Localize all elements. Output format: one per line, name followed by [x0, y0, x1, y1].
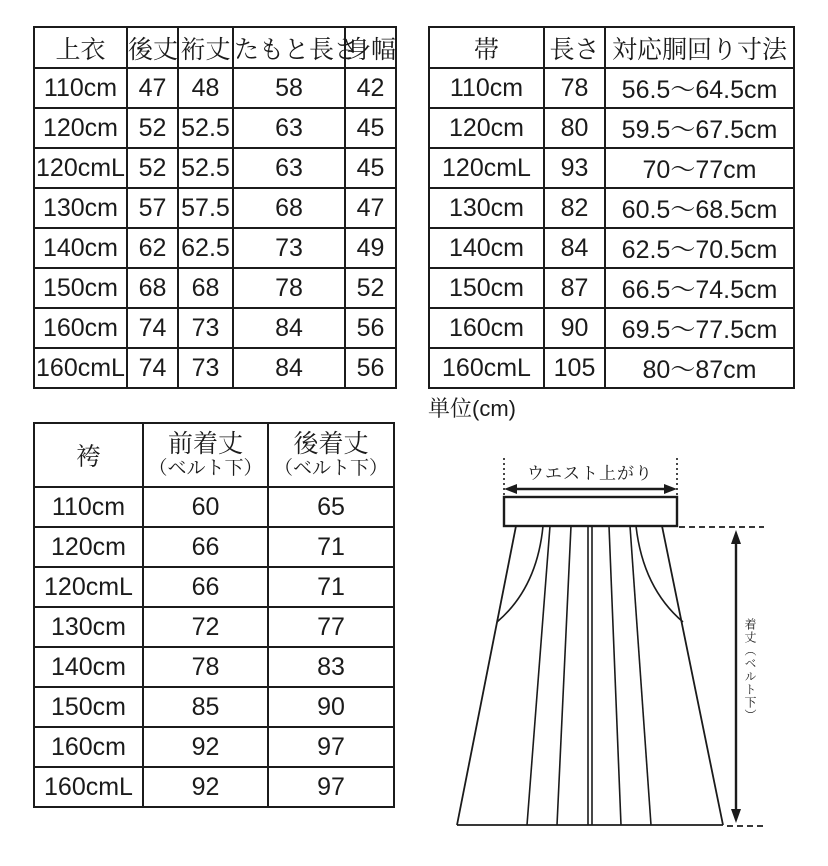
table-header-row [34, 423, 394, 487]
value-cell: 68 [178, 268, 233, 308]
value-cell: 80 [544, 108, 605, 148]
value-cell: 62.5 [178, 228, 233, 268]
value-cell: 74 [127, 308, 178, 348]
size-cell: 160cm [34, 308, 127, 348]
value-cell: 42 [345, 68, 396, 108]
pleat-line [609, 526, 621, 825]
table-header-row [429, 27, 794, 68]
value-cell: 47 [345, 188, 396, 228]
table-row [34, 567, 394, 607]
size-cell: 130cm [34, 188, 127, 228]
column-header-back-length [268, 423, 394, 487]
value-cell: 84 [233, 348, 345, 388]
waist-label: ウエスト上がり [527, 464, 653, 483]
table-header-row [34, 27, 396, 68]
size-cell: 120cmL [34, 148, 127, 188]
back-length-subtitle: （ベルト下） [273, 457, 388, 479]
value-cell: 57.5 [178, 188, 233, 228]
table-row [429, 348, 794, 388]
table-row [34, 348, 396, 388]
value-cell: 90 [268, 687, 394, 727]
value-cell: 57 [127, 188, 178, 228]
value-cell: 97 [268, 727, 394, 767]
size-cell: 120cmL [34, 567, 143, 607]
value-cell: 69.5〜77.5cm [605, 308, 794, 348]
back-length-title: 後着丈 [293, 430, 369, 459]
table-row [34, 687, 394, 727]
value-cell: 62.5〜70.5cm [605, 228, 794, 268]
value-cell: 71 [268, 527, 394, 567]
column-header-waist-range: 対応胴回り寸法 [605, 27, 794, 68]
value-cell: 45 [345, 108, 396, 148]
waistband-rect [504, 497, 677, 526]
size-cell: 110cm [34, 487, 143, 527]
size-cell: 110cm [34, 68, 127, 108]
column-header-yukitake: 裄丈 [178, 27, 233, 68]
value-cell: 52.5 [178, 108, 233, 148]
value-cell: 52.5 [178, 148, 233, 188]
value-cell: 52 [127, 108, 178, 148]
value-cell: 56.5〜64.5cm [605, 68, 794, 108]
value-cell: 74 [127, 348, 178, 388]
table-row [34, 188, 396, 228]
value-cell: 65 [268, 487, 394, 527]
value-cell: 85 [143, 687, 268, 727]
value-cell: 73 [233, 228, 345, 268]
value-cell: 60.5〜68.5cm [605, 188, 794, 228]
size-cell: 120cmL [429, 148, 544, 188]
value-cell: 73 [178, 308, 233, 348]
value-cell: 84 [544, 228, 605, 268]
waist-arrowhead-left [504, 484, 517, 494]
table-row [429, 228, 794, 268]
waist-arrowhead-right [664, 484, 677, 494]
skirt-outer-right [662, 526, 723, 825]
value-cell: 93 [544, 148, 605, 188]
pleat-line [630, 526, 651, 825]
table-row [429, 148, 794, 188]
value-cell: 83 [268, 647, 394, 687]
value-cell: 78 [544, 68, 605, 108]
value-cell: 68 [233, 188, 345, 228]
value-cell: 52 [345, 268, 396, 308]
value-cell: 60 [143, 487, 268, 527]
column-header-obi: 帯 [429, 27, 544, 68]
table-row [34, 148, 396, 188]
table-row [34, 108, 396, 148]
uwagi-size-table [33, 26, 397, 389]
value-cell: 66 [143, 527, 268, 567]
column-header-nagasa: 長さ [544, 27, 605, 68]
size-cell: 120cm [34, 108, 127, 148]
value-cell: 77 [268, 607, 394, 647]
table-row [34, 607, 394, 647]
size-cell: 160cm [429, 308, 544, 348]
table-row [34, 767, 394, 807]
size-cell: 140cm [34, 647, 143, 687]
value-cell: 63 [233, 148, 345, 188]
size-cell: 160cmL [34, 348, 127, 388]
table-row [429, 308, 794, 348]
table-row [429, 268, 794, 308]
front-length-title: 前着丈 [167, 430, 243, 459]
value-cell: 66.5〜74.5cm [605, 268, 794, 308]
size-cell: 140cm [429, 228, 544, 268]
value-cell: 58 [233, 68, 345, 108]
value-cell: 56 [345, 348, 396, 388]
value-cell: 45 [345, 148, 396, 188]
value-cell: 62 [127, 228, 178, 268]
size-cell: 110cm [429, 68, 544, 108]
value-cell: 105 [544, 348, 605, 388]
table-row [34, 647, 394, 687]
value-cell: 63 [233, 108, 345, 148]
value-cell: 78 [233, 268, 345, 308]
value-cell: 71 [268, 567, 394, 607]
size-cell: 150cm [429, 268, 544, 308]
size-cell: 160cm [34, 727, 143, 767]
table-row [429, 68, 794, 108]
value-cell: 52 [127, 148, 178, 188]
value-cell: 92 [143, 767, 268, 807]
size-cell: 160cmL [34, 767, 143, 807]
column-header-front-length [143, 423, 268, 487]
table-row [429, 188, 794, 228]
unit-label: 単位(cm) [428, 396, 516, 421]
value-cell: 49 [345, 228, 396, 268]
value-cell: 70〜77cm [605, 148, 794, 188]
column-header-ushirotake: 後丈 [127, 27, 178, 68]
value-cell: 90 [544, 308, 605, 348]
front-length-subtitle: （ベルト下） [148, 457, 263, 479]
value-cell: 73 [178, 348, 233, 388]
size-cell: 120cm [429, 108, 544, 148]
value-cell: 68 [127, 268, 178, 308]
hakama-size-table [33, 422, 395, 808]
column-header-mihaba: 身幅 [345, 27, 396, 68]
column-header-hakama: 袴 [34, 423, 143, 487]
side-slit-right [636, 526, 683, 622]
size-cell: 150cm [34, 687, 143, 727]
value-cell: 97 [268, 767, 394, 807]
size-cell: 120cm [34, 527, 143, 567]
value-cell: 84 [233, 308, 345, 348]
column-header-uwagi: 上衣 [34, 27, 127, 68]
size-cell: 160cmL [429, 348, 544, 388]
value-cell: 48 [178, 68, 233, 108]
size-cell: 130cm [429, 188, 544, 228]
table-row [34, 268, 396, 308]
skirt-outer-left [457, 526, 516, 825]
table-row [34, 308, 396, 348]
value-cell: 92 [143, 727, 268, 767]
value-cell: 66 [143, 567, 268, 607]
table-row [429, 108, 794, 148]
size-cell: 130cm [34, 607, 143, 647]
length-arrowhead-top [731, 530, 741, 544]
table-row [34, 527, 394, 567]
value-cell: 72 [143, 607, 268, 647]
table-row [34, 68, 396, 108]
value-cell: 78 [143, 647, 268, 687]
value-cell: 80〜87cm [605, 348, 794, 388]
obi-size-table [428, 26, 795, 389]
value-cell: 87 [544, 268, 605, 308]
table-row [34, 228, 396, 268]
table-row [34, 727, 394, 767]
side-slit-left [497, 526, 543, 622]
length-label: 着丈（ベルト下） [743, 618, 757, 722]
column-header-tamoto: たもと長さ [233, 27, 345, 68]
value-cell: 47 [127, 68, 178, 108]
value-cell: 82 [544, 188, 605, 228]
size-cell: 150cm [34, 268, 127, 308]
value-cell: 56 [345, 308, 396, 348]
pleat-line [527, 526, 550, 825]
pleat-line [557, 526, 571, 825]
value-cell: 59.5〜67.5cm [605, 108, 794, 148]
size-cell: 140cm [34, 228, 127, 268]
table-row [34, 487, 394, 527]
length-arrowhead-bottom [731, 809, 741, 823]
